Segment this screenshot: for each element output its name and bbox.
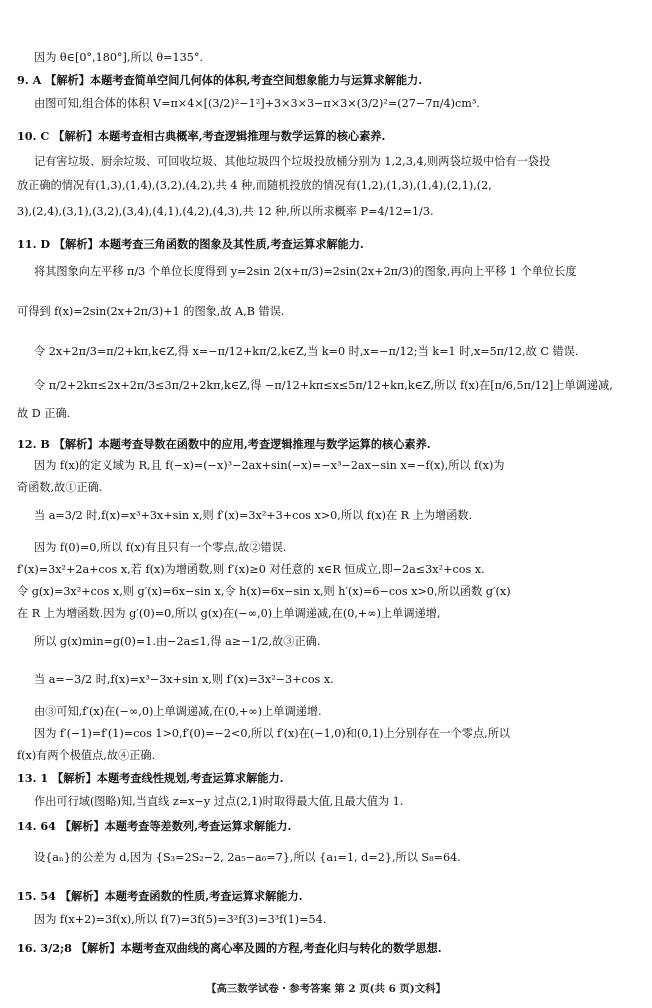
q11-line-4: 令 π/2+2kπ≤2x+2π/3≤3π/2+2kπ,k∈Z,得 −π/12+kπ≤x≤5π/12+kπ,k∈Z,所以 f(x)在[π/6,5π/12]上单调递减,: [34, 379, 613, 392]
q12-line-1: 因为 f(x)的定义域为 R,且 f(−x)=(−x)³−2ax+sin(−x)=−x³−2ax−sin x=−f(x),所以 f(x)为: [34, 459, 505, 472]
q12-line-11: 因为 f′(−1)=f′(1)=cos 1>0,f′(0)=−2<0,所以 f′(x)在(−1,0)和(0,1)上分别存在一个零点,所以: [34, 727, 511, 740]
q11-header: 11. D 【解析】本题考查三角函数的图象及其性质,考查运算求解能力.: [17, 237, 364, 251]
q14-line: 设{aₙ}的公差为 d,因为 {S₃=2S₂−2, 2a₅−a₆=7},所以 {a₁=1, d=2},所以 S₈=64.: [34, 851, 461, 864]
q11-line-5: 故 D 正确.: [17, 407, 71, 420]
q10-line-2: 放正确的情况有(1,3),(1,4),(3,2),(4,2),共 4 种,而随机投放的情况有(1,2),(1,3),(1,4),(2,1),(2,: [17, 179, 492, 192]
q12-line-8: 所以 g(x)min=g(0)=1.由−2a≤1,得 a≥−1/2,故③正确.: [34, 635, 321, 648]
q10-line-1: 记有害垃圾、厨余垃圾、可回收垃圾、其他垃圾四个垃圾投放桶分别为 1,2,3,4,则两袋垃圾中恰有一袋投: [34, 155, 551, 168]
q10-header: 10. C 【解析】本题考查相古典概率,考查逻辑推理与数学运算的核心素养.: [17, 129, 386, 143]
q16-header: 16. 3/2;8 【解析】本题考查双曲线的离心率及圆的方程,考查化归与转化的数学思想.: [17, 941, 442, 955]
q12-line-3: 当 a=3/2 时,f(x)=x³+3x+sin x,则 f′(x)=3x²+3+cos x>0,所以 f(x)在 R 上为增函数.: [34, 509, 473, 522]
q12-header: 12. B 【解析】本题考查导数在函数中的应用,考查逻辑推理与数学运算的核心素养.: [17, 437, 431, 451]
q9-header: 9. A 【解析】本题考查简单空间几何体的体积,考查空间想象能力与运算求解能力.: [17, 73, 423, 87]
line-ans8-tail: 因为 θ∈[0°,180°],所以 θ=135°.: [34, 51, 203, 64]
q11-line-3: 令 2x+2π/3=π/2+kπ,k∈Z,得 x=−π/12+kπ/2,k∈Z,当 k=0 时,x=−π/12;当 k=1 时,x=5π/12,故 C 错误.: [34, 345, 579, 358]
q12-line-5: f′(x)=3x²+2a+cos x,若 f(x)为增函数,则 f′(x)≥0 对任意的 x∈R 恒成立,即−2a≤3x²+cos x.: [17, 563, 485, 576]
q11-line-1: 将其图象向左平移 π/3 个单位长度得到 y=2sin 2(x+π/3)=2sin(2x+2π/3)的图象,再向上平移 1 个单位长度: [34, 265, 577, 278]
q11-line-2: 可得到 f(x)=2sin(2x+2π/3)+1 的图象,故 A,B 错误.: [17, 305, 285, 318]
q12-line-2: 奇函数,故①正确.: [17, 481, 103, 494]
q12-line-12: f(x)有两个极值点,故④正确.: [17, 749, 156, 762]
q15-line: 因为 f(x+2)=3f(x),所以 f(7)=3f(5)=3²f(3)=3³f(1)=54.: [34, 913, 327, 926]
q10-line-3: 3),(2,4),(3,1),(3,2),(3,4),(4,1),(4,2),(4,3),共 12 种,所以所求概率 P=4/12=1/3.: [17, 205, 434, 218]
q12-line-4: 因为 f(0)=0,所以 f(x)有且只有一个零点,故②错误.: [34, 541, 287, 554]
q12-line-6: 令 g(x)=3x²+cos x,则 g′(x)=6x−sin x,令 h(x)=6x−sin x,则 h′(x)=6−cos x>0,所以函数 g′(x): [17, 585, 511, 598]
page-footer: 【高三数学试卷・参考答案 第 2 页(共 6 页)文科】: [206, 983, 446, 995]
q13-header: 13. 1 【解析】本题考查线性规划,考查运算求解能力.: [17, 771, 284, 785]
q12-line-7: 在 R 上为增函数.因为 g′(0)=0,所以 g(x)在(−∞,0)上单调递减,在(0,+∞)上单调递增,: [17, 607, 441, 620]
q9-line: 由图可知,组合体的体积 V=π×4×[(3/2)²−1²]+3×3×3−π×3×(3/2)²=(27−7π/4)cm³.: [34, 97, 480, 110]
q15-header: 15. 54 【解析】本题考查函数的性质,考查运算求解能力.: [17, 889, 303, 903]
q14-header: 14. 64 【解析】本题考查等差数列,考查运算求解能力.: [17, 819, 292, 833]
q12-line-9: 当 a=−3/2 时,f(x)=x³−3x+sin x,则 f′(x)=3x²−3+cos x.: [34, 673, 334, 686]
q12-line-10: 由③可知,f′(x)在(−∞,0)上单调递减,在(0,+∞)上单调递增.: [34, 705, 322, 718]
q13-line: 作出可行域(图略)知,当直线 z=x−y 过点(2,1)时取得最大值,且最大值为 1.: [34, 795, 404, 808]
